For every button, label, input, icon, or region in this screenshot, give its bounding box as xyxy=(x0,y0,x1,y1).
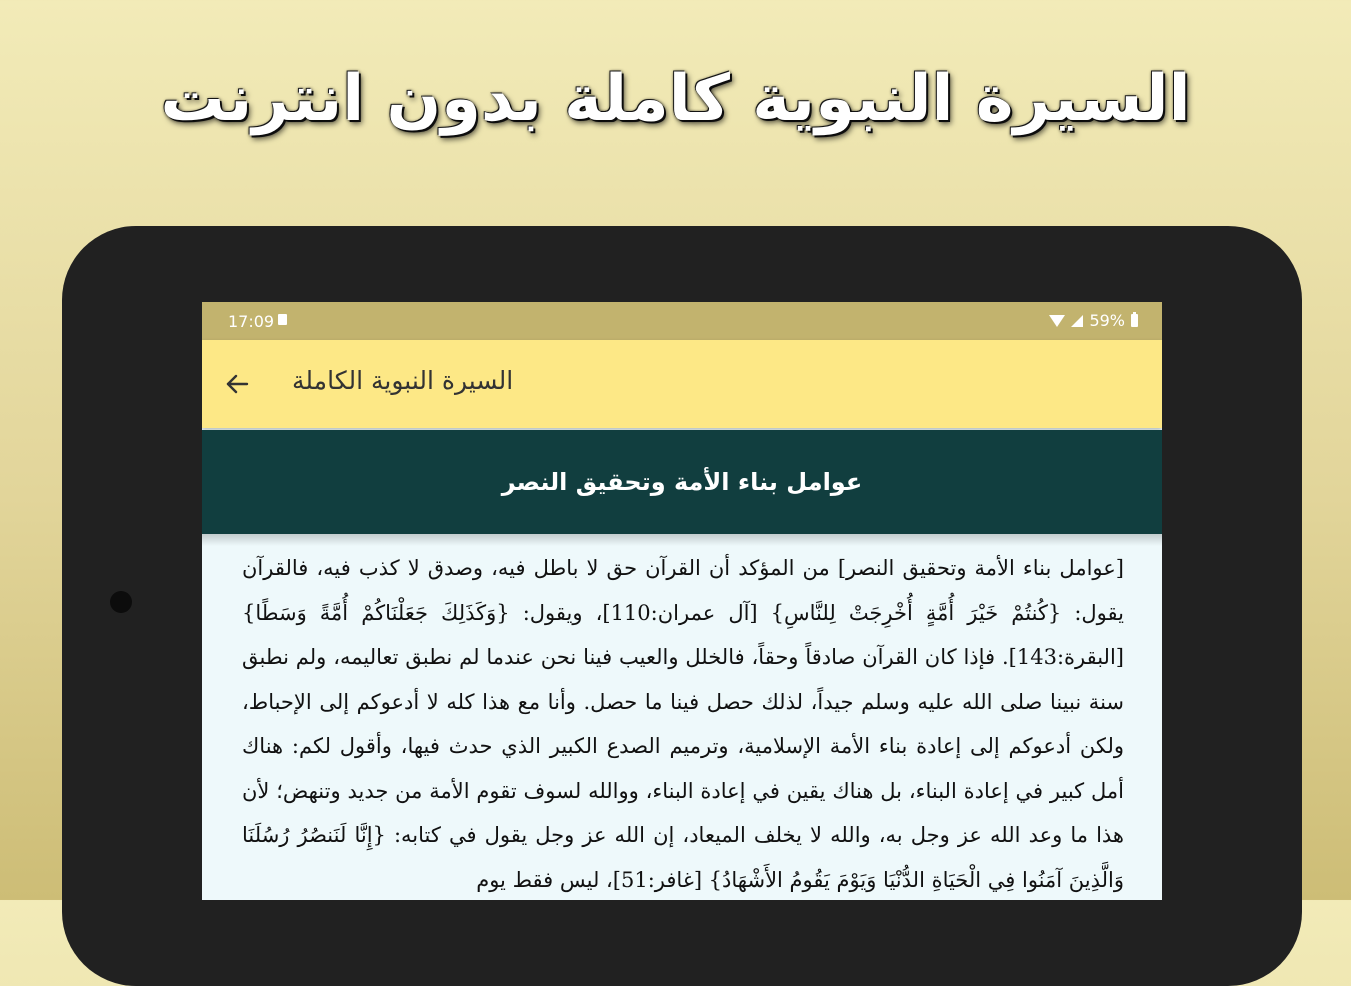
app-bar xyxy=(202,340,1162,428)
arrow-back-icon[interactable] xyxy=(224,371,250,397)
status-indicators xyxy=(1049,311,1138,330)
status-bar xyxy=(202,302,1162,340)
promo-headline: السيرة النبوية كاملة بدون انترنت xyxy=(160,62,1191,136)
battery-icon xyxy=(1131,314,1138,327)
app-title: السيرة النبوية الكاملة xyxy=(292,366,514,395)
camera-icon xyxy=(110,591,132,613)
signal-icon xyxy=(1071,315,1083,327)
wifi-icon xyxy=(1049,315,1065,327)
sim-card-icon xyxy=(278,314,287,325)
banner-shadow xyxy=(202,534,1162,546)
app-screen xyxy=(202,302,1162,900)
chapter-title: عوامل بناء الأمة وتحقيق النصر xyxy=(501,468,863,496)
chapter-banner xyxy=(202,430,1162,534)
status-time: 17:09 xyxy=(228,312,275,331)
battery-level: 59% xyxy=(1089,311,1125,330)
chapter-content: [عوامل بناء الأمة وتحقيق النصر] من المؤكد أن القرآن حق لا باطل فيه، وصدق لا كذب فيه، فالقرآن يقول: {كُنتُمْ خَيْرَ أُمَّةٍ أُخْرِجَتْ لِلنَّاسِ} [آل عمران:110]، ويقول: {وَكَذَلِكَ جَعَلْنَاكُمْ أُمَّةً وَسَطًا} [البقرة:143]. فإذا كان القرآن صادقاً وحقاً، فالخلل والعيب فينا نحن عندما لم نطبق تعاليمه، ولم نطبق سنة نبينا صلى الله عليه وسلم جيداً، لذلك حصل فينا ما حصل. وأنا مع هذا كله لا أدعوكم إلى الإحباط، ولكن أدعوكم إلى إعادة بناء الأمة الإسلامية، وترميم الصدع الكبير الذي حدث فيها، وأقول لكم: هناك أمل كبير في إعادة البناء، بل هناك يقين في إعادة البناء، ووالله لسوف تقوم الأمة من جديد وتنهض؛ لأن هذا ما وعد الله عز وجل به، والله لا يخلف الميعاد، إن الله عز وجل يقول في كتابه: {إِنَّا لَنَنصُرُ رُسُلَنَا وَالَّذِينَ آمَنُوا فِي الْحَيَاةِ الدُّنْيَا وَيَوْمَ يَقُومُ الأَشْهَادُ} [غافر:51]، ليس فقط يوم xyxy=(242,556,1124,892)
